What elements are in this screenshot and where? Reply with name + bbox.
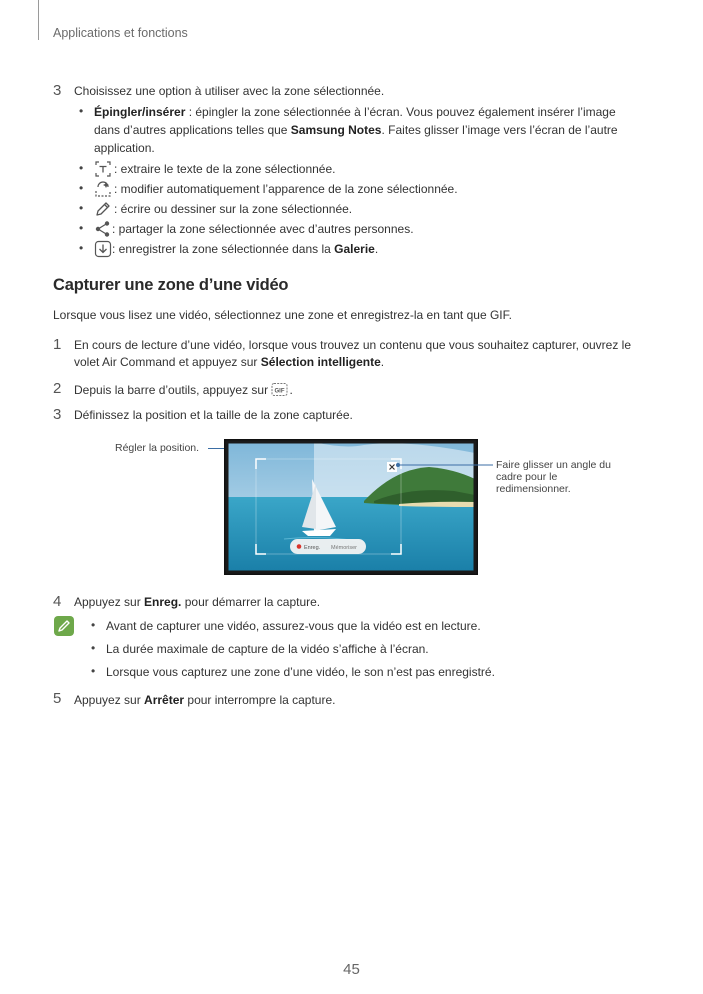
pin-line-3: application. (94, 141, 155, 155)
step-2-text: Depuis la barre d’outils, appuyez sur GIF . (74, 383, 293, 397)
callout-resize: Faire glisser un angle du cadre pour le redimensionner. (496, 459, 611, 495)
bullet: • (79, 181, 84, 195)
page-number: 45 (343, 961, 360, 978)
text-extract-icon (93, 159, 113, 179)
bullet: • (79, 161, 84, 175)
note-3: Lorsque vous capturez une zone d’une vidéo, le son n’est pas enregistré. (106, 665, 495, 679)
step-number: 3 (53, 82, 62, 99)
bullet: • (79, 104, 84, 118)
step-number: 4 (53, 593, 62, 610)
section-title: Capturer une zone d’une vidéo (53, 276, 289, 294)
pen-icon (93, 199, 113, 219)
bullet: • (91, 641, 96, 655)
pin-line-1: Épingler/insérer : épingler la zone sélectionnée à l’écran. Vous pouvez également insérer l’image (94, 105, 616, 119)
step-number: 5 (53, 690, 62, 707)
header-rule (38, 0, 39, 40)
bullet: • (79, 201, 84, 215)
header-title: Applications et fonctions (53, 26, 188, 40)
step-5-text: Appuyez sur Arrêter pour interrompre la capture. (74, 693, 336, 707)
step-number: 2 (53, 380, 62, 397)
step-4-text: Appuyez sur Enreg. pour démarrer la capture. (74, 595, 321, 609)
step-1-line-2: volet Air Command et appuyez sur Sélection intelligente. (74, 355, 385, 369)
note-2: La durée maximale de capture de la vidéo s’affiche à l’écran. (106, 642, 429, 656)
toolbar-record[interactable]: Enreg. (304, 545, 321, 551)
note-icon (54, 616, 74, 636)
step-3-text: Définissez la position et la taille de la zone capturée. (74, 408, 353, 422)
draw-text: : écrire ou dessiner sur la zone sélectionnée. (114, 202, 353, 216)
step-number: 1 (53, 336, 62, 353)
section-intro: Lorsque vous lisez une vidéo, sélectionnez une zone et enregistrez-la en tant que GIF. (53, 308, 512, 322)
auto-text: : modifier automatiquement l’apparence de la zone sélectionnée. (114, 182, 458, 196)
step-text: Choisissez une option à utiliser avec la zone sélectionnée. (74, 84, 385, 98)
download-icon (93, 239, 113, 259)
gif-icon (271, 382, 289, 398)
bullet: • (91, 618, 96, 632)
bullet: • (79, 221, 84, 235)
callout-leader-right (395, 460, 495, 470)
auto-enhance-icon (93, 179, 113, 199)
step-1-line-1: En cours de lecture d’une vidéo, lorsque vous trouvez un contenu que vous souhaitez capturer, ouvrez le (74, 338, 632, 352)
note-1: Avant de capturer une vidéo, assurez-vous que la vidéo est en lecture. (106, 619, 481, 633)
pin-line-2: dans d’autres applications telles que Samsung Notes. Faites glisser l’image vers l’écran de l’autre (94, 123, 618, 137)
bullet: • (91, 664, 96, 678)
callout-position: Régler la position. (115, 442, 200, 454)
toolbar-other[interactable]: Mémoriser (331, 545, 357, 551)
extract-text: : extraire le texte de la zone sélectionnée. (114, 162, 336, 176)
save-text: : enregistrer la zone sélectionnée dans la Galerie. (112, 242, 379, 256)
bullet: • (79, 241, 84, 255)
svg-text:GIF: GIF (274, 388, 285, 395)
step-number: 3 (53, 406, 62, 423)
share-text: : partager la zone sélectionnée avec d’autres personnes. (112, 222, 414, 236)
share-icon (93, 219, 113, 239)
